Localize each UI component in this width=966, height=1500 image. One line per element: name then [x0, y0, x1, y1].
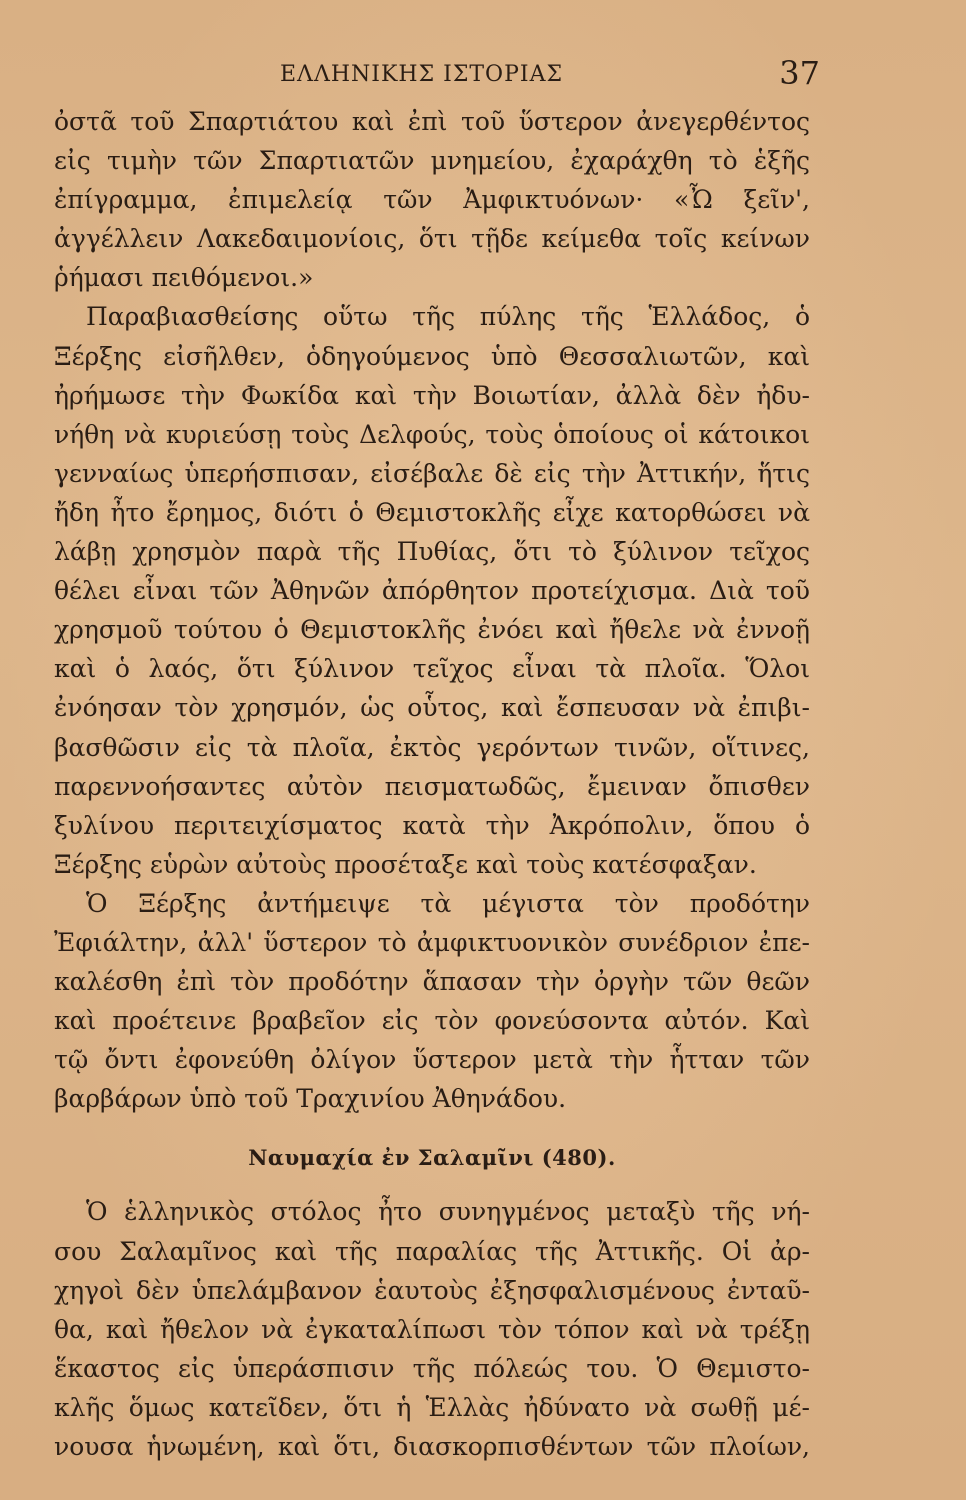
- text-line: καλέσθη ἐπὶ τὸν προδότην ἅπασαν τὴν ὀργὴν τῶν θεῶν: [54, 967, 810, 997]
- text-line: ῥήμασι πειθόμενοι.»: [54, 263, 314, 293]
- paragraph: [54, 297, 810, 883]
- text-line: παρεννοήσαντες αὐτὸν πεισματωδῶς, ἔμειναν ὄπισθεν: [54, 771, 810, 801]
- text-line: γενναίως ὑπερήσπισαν, εἰσέβαλε δὲ εἰς τὴν Ἀττικήν, ἥτις: [54, 458, 810, 488]
- text-line: ἐνόησαν τὸν χρησμόν, ὡς οὗτος, καὶ ἔσπευσαν νὰ ἐπιβι-: [54, 693, 810, 723]
- page-number: 37: [779, 54, 820, 92]
- text-line: νήθη νὰ κυριεύσῃ τοὺς Δελφούς, τοὺς ὁποίους οἱ κάτοικοι: [54, 419, 810, 449]
- text-line: ἠρήμωσε τὴν Φωκίδα καὶ τὴν Βοιωτίαν, ἀλλὰ δὲν ἠδυ-: [54, 380, 810, 410]
- running-head: [60, 54, 820, 98]
- body-text: [54, 102, 810, 1466]
- running-title: ΕΛΛΗΝΙΚΗΣ ΙΣΤΟΡΙΑΣ: [280, 62, 564, 87]
- text-line: ἤδη ἦτο ἔρημος, διότι ὁ Θεμιστοκλῆς εἶχε κατορθώσει νὰ: [54, 497, 810, 527]
- text-line: κλῆς ὅμως κατεῖδεν, ὅτι ἡ Ἑλλὰς ἠδύνατο νὰ σωθῇ μέ-: [54, 1392, 810, 1422]
- section-heading: Ναυμαχία ἐν Σαλαμῖνι (480).: [248, 1145, 616, 1171]
- text-line: ἐπίγραμμα, ἐπιμελείᾳ τῶν Ἀμφικτυόνων· «Ὦ ξεῖν',: [54, 185, 810, 215]
- text-line: θα, καὶ ἤθελον νὰ ἐγκαταλίπωσι τὸν τόπον καὶ νὰ τρέξῃ: [54, 1314, 810, 1344]
- text-line: ὀστᾶ τοῦ Σπαρτιάτου καὶ ἐπὶ τοῦ ὕστερον ἀνεγερθέντος: [54, 107, 810, 136]
- text-line: Ἐφιάλτην, ἀλλ' ὕστερον τὸ ἀμφικτυονικὸν συνέδριον ἐπε-: [54, 927, 810, 957]
- text-line: σου Σαλαμῖνος καὶ τῆς παραλίας τῆς Ἀττικῆς. Οἱ ἀρ-: [54, 1236, 810, 1266]
- text-line: ἕκαστος εἰς ὑπεράσπισιν τῆς πόλεώς του. Ὁ Θεμιστο-: [54, 1353, 810, 1383]
- paragraph-continuation: [54, 102, 810, 297]
- text-line: Ὁ ἑλληνικὸς στόλος ἦτο συνηγμένος μεταξὺ τῆς νή-: [86, 1197, 810, 1227]
- paragraph: [54, 884, 810, 1119]
- text-line: Ξέρξης εὑρὼν αὐτοὺς προσέταξε καὶ τοὺς κατέσφαξαν.: [54, 849, 757, 879]
- text-line: χηγοὶ δὲν ὑπελάμβανον ἑαυτοὺς ἐξησφαλισμένους ἐνταῦ-: [54, 1275, 810, 1305]
- text-line: λάβῃ χρησμὸν παρὰ τῆς Πυθίας, ὅτι τὸ ξύλινον τεῖχος: [54, 537, 810, 567]
- text-line: Ξέρξης εἰσῆλθεν, ὁδηγούμενος ὑπὸ Θεσσαλιωτῶν, καὶ: [54, 341, 810, 371]
- text-line: καὶ ὁ λαός, ὅτι ξύλινον τεῖχος εἶναι τὰ πλοῖα. Ὅλοι: [54, 654, 810, 684]
- text-line: ξυλίνου περιτειχίσματος κατὰ τὴν Ἀκρόπολιν, ὅπου ὁ: [54, 810, 810, 840]
- text-line: τῷ ὄντι ἐφονεύθη ὀλίγον ὕστερον μετὰ τὴν ἧτταν τῶν: [54, 1045, 810, 1075]
- text-line: Ὁ Ξέρξης ἀντήμειψε τὰ μέγιστα τὸν προδότην: [86, 888, 810, 918]
- text-line: βασθῶσιν εἰς τὰ πλοῖα, ἐκτὸς γερόντων τινῶν, οἵτινες,: [54, 732, 810, 762]
- text-line: καὶ προέτεινε βραβεῖον εἰς τὸν φονεύσοντα αὐτόν. Καὶ: [54, 1006, 810, 1036]
- text-line: Παραβιασθείσης οὕτω τῆς πύλης τῆς Ἑλλάδος, ὁ: [86, 302, 810, 332]
- text-line: βαρβάρων ὑπὸ τοῦ Τραχινίου Ἀθηνάδου.: [54, 1084, 567, 1114]
- text-line: θέλει εἶναι τῶν Ἀθηνῶν ἀπόρθητον προτείχισμα. Διὰ τοῦ: [54, 576, 810, 606]
- text-line: ἀγγέλλειν Λακεδαιμονίοις, ὅτι τῇδε κείμεθα τοῖς κείνων: [54, 224, 810, 254]
- paragraph: [54, 1192, 810, 1466]
- text-line: νουσα ἡνωμένη, καὶ ὅτι, διασκορπισθέντων τῶν πλοίων,: [54, 1432, 810, 1461]
- text-line: εἰς τιμὴν τῶν Σπαρτιατῶν μνημείου, ἐχαράχθη τὸ ἑξῆς: [54, 146, 810, 176]
- text-line: χρησμοῦ τούτου ὁ Θεμιστοκλῆς ἐνόει καὶ ἤθελε νὰ ἐννοῇ: [54, 615, 810, 645]
